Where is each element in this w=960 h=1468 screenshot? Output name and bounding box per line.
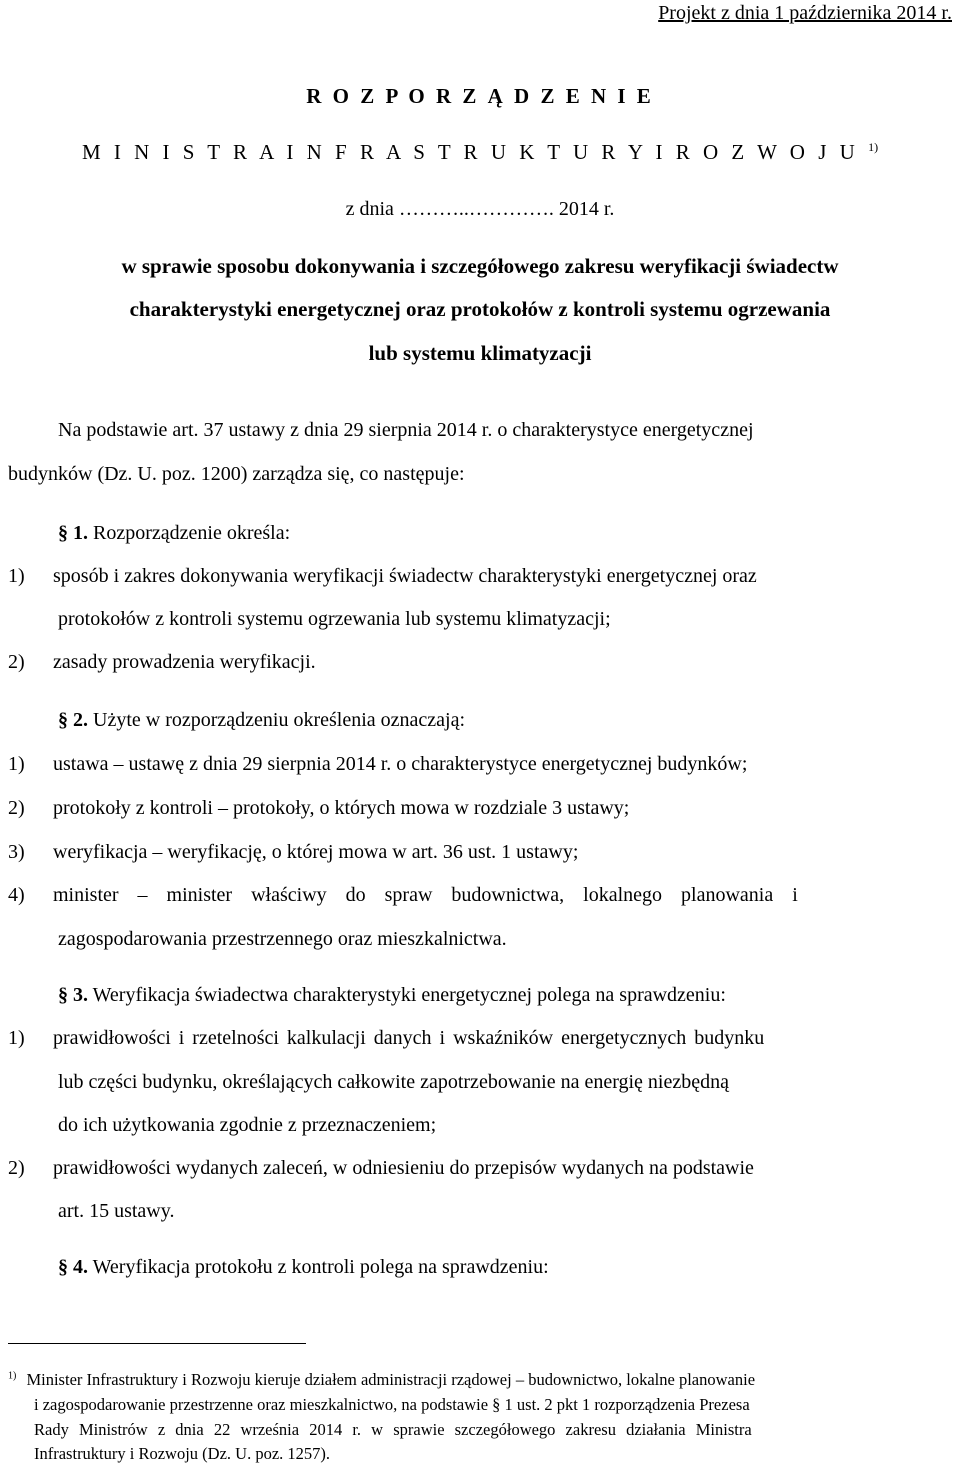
list-item	[8, 753, 747, 776]
item-number: 2)	[8, 1157, 25, 1179]
title-line: charakterystyki energetycznej oraz protokołów z kontroli systemu ogrzewania	[129, 297, 831, 321]
item-text-continued: lub części budynku, określających całkowite zapotrzebowanie na energię niezbędną	[58, 1071, 729, 1093]
footnote-line: i zagospodarowanie przestrzenne oraz mieszkalnictwo, na podstawie § 1 ust. 2 pkt 1 rozporządzenia Prezesa	[34, 1395, 750, 1414]
section-intro: Weryfikacja protokołu z kontroli polega na sprawdzeniu:	[92, 1256, 549, 1278]
title-line: w sprawie sposobu dokonywania i szczegółowego zakresu weryfikacji świadectw	[121, 254, 839, 278]
section-2-heading	[58, 709, 465, 732]
list-item	[8, 1157, 754, 1180]
draft-date-label: Projekt z dnia 1 października 2014 r.	[658, 2, 952, 24]
list-item	[8, 797, 629, 820]
item-text: minister – minister właściwy do spraw budownictwa, lokalnego planowania i	[53, 884, 798, 906]
item-number: 1)	[8, 565, 25, 587]
ministry-name: M I N I S T R A I N F R A S T R U K T U R Y I R O Z W O J U	[81, 140, 859, 164]
footnote-reference: 1)	[868, 140, 879, 154]
list-item	[8, 565, 757, 588]
item-text: prawidłowości wydanych zaleceń, w odniesieniu do przepisów wydanych na podstawie	[53, 1157, 754, 1179]
item-number: 2)	[8, 651, 25, 673]
item-text: ustawa – ustawę z dnia 29 sierpnia 2014 r. o charakterystyce energetycznej budynków;	[53, 753, 748, 775]
footnote-line: Rady Ministrów z dnia 22 września 2014 r. w sprawie szczegółowego zakresu działania Ministra	[34, 1420, 752, 1439]
item-number: 3)	[8, 841, 25, 863]
section-number: § 4.	[58, 1256, 88, 1278]
item-text-continued: protokołów z kontroli systemu ogrzewania lub systemu klimatyzacji;	[58, 608, 611, 630]
section-number: § 2.	[58, 709, 88, 731]
item-text: prawidłowości i rzetelności kalkulacji danych i wskaźników energetycznych budynku	[53, 1027, 765, 1049]
preamble-line: budynków (Dz. U. poz. 1200) zarządza się, co następuje:	[8, 463, 465, 485]
section-intro: Weryfikacja świadectwa charakterystyki energetycznej polega na sprawdzeniu:	[92, 984, 726, 1006]
section-intro: Rozporządzenie określa:	[93, 522, 291, 544]
list-item	[8, 841, 578, 864]
footnote-mark: 1)	[8, 1370, 17, 1382]
section-1-heading	[58, 522, 290, 545]
item-number: 2)	[8, 797, 25, 819]
item-text-continued: do ich użytkowania zgodnie z przeznaczeniem;	[58, 1114, 437, 1136]
item-text: sposób i zakres dokonywania weryfikacji świadectw charakterystyki energetycznej oraz	[53, 565, 757, 587]
footnote-line: Infrastruktury i Rozwoju (Dz. U. poz. 1257).	[34, 1444, 331, 1463]
title-line: lub systemu klimatyzacji	[368, 341, 592, 365]
list-item	[8, 884, 798, 907]
document-type-heading: R O Z P O R Z Ą D Z E N I E	[306, 84, 654, 108]
item-text: zasady prowadzenia weryfikacji.	[53, 651, 316, 673]
footnote-line	[8, 1370, 755, 1390]
footnote-text: Minister Infrastruktury i Rozwoju kieruje działem administracji rządowej – budownictwo, lokalne planowanie	[26, 1370, 756, 1389]
section-3-heading	[58, 984, 726, 1007]
item-text: weryfikacja – weryfikację, o której mowa w art. 36 ust. 1 ustawy;	[53, 841, 579, 863]
section-intro: Użyte w rozporządzeniu określenia oznaczają:	[93, 709, 466, 731]
list-item	[8, 651, 316, 674]
section-number: § 3.	[58, 984, 88, 1006]
item-text-continued: art. 15 ustawy.	[58, 1200, 175, 1222]
item-number: 1)	[8, 753, 25, 775]
footnote-separator	[8, 1343, 306, 1344]
item-number: 4)	[8, 884, 25, 906]
item-text: protokoły z kontroli – protokoły, o których mowa w rozdziale 3 ustawy;	[53, 797, 630, 819]
section-number: § 1.	[58, 522, 88, 544]
item-number: 1)	[8, 1027, 25, 1049]
date-line: z dnia ………..…………. 2014 r.	[345, 198, 615, 220]
section-4-heading	[58, 1256, 549, 1279]
preamble-line: Na podstawie art. 37 ustawy z dnia 29 sierpnia 2014 r. o charakterystyce energetycznej	[58, 419, 754, 441]
item-text-continued: zagospodarowania przestrzennego oraz mieszkalnictwa.	[58, 928, 507, 950]
ministry-heading	[0, 140, 960, 165]
list-item	[8, 1027, 764, 1050]
